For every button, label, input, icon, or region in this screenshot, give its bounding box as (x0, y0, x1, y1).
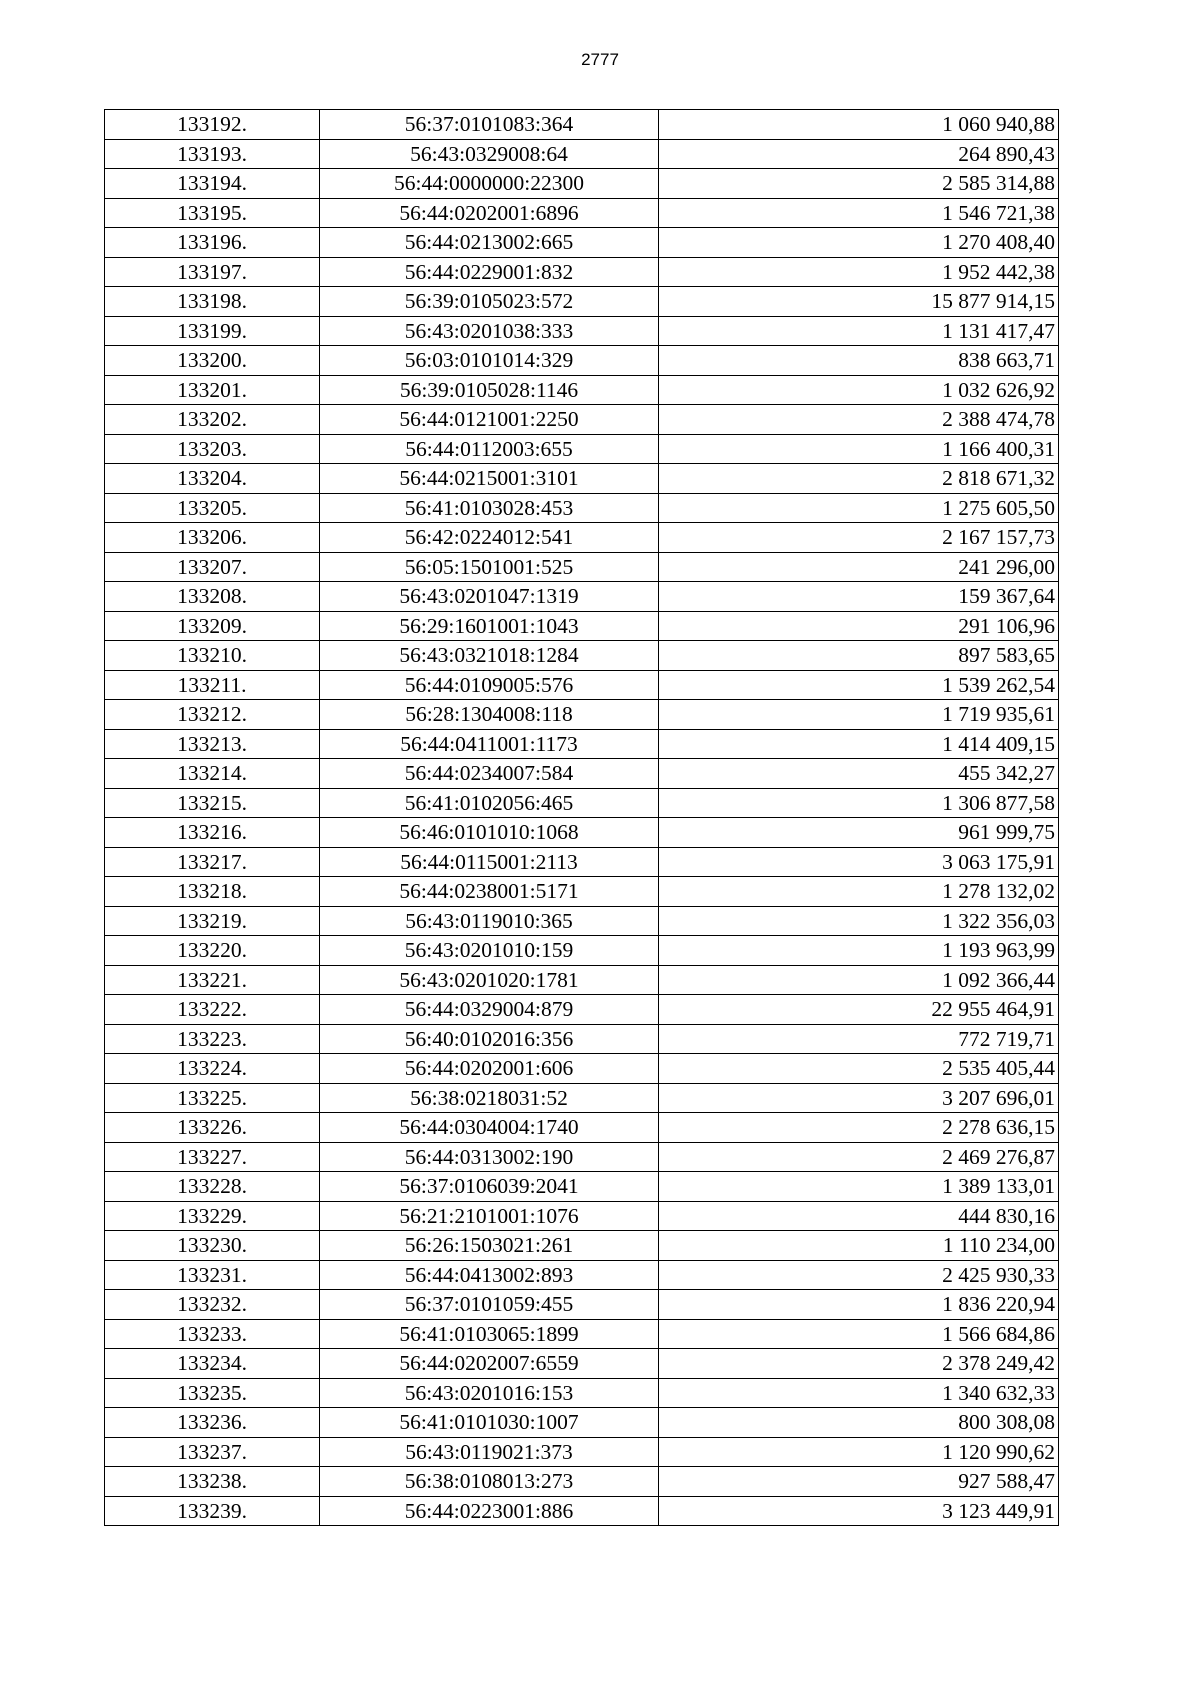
cadastral-value-cell: 1 131 417,47 (659, 316, 1059, 346)
cadastral-number-cell: 56:28:1304008:118 (320, 700, 659, 730)
table-row (105, 1319, 1059, 1349)
cadastral-number-cell: 56:44:0202007:6559 (320, 1349, 659, 1379)
table-row (105, 1378, 1059, 1408)
cadastral-value-cell: 2 535 405,44 (659, 1054, 1059, 1084)
cadastral-value-cell: 2 425 930,33 (659, 1260, 1059, 1290)
cadastral-value-cell: 1 952 442,38 (659, 257, 1059, 287)
cadastral-number-cell: 56:37:0101083:364 (320, 110, 659, 140)
cadastral-number-cell: 56:44:0304004:1740 (320, 1113, 659, 1143)
cadastral-number-cell: 56:41:0103028:453 (320, 493, 659, 523)
table-row (105, 1142, 1059, 1172)
table-row (105, 759, 1059, 789)
table-row (105, 257, 1059, 287)
cadastral-number-cell: 56:44:0238001:5171 (320, 877, 659, 907)
row-number-cell: 133224. (105, 1054, 320, 1084)
cadastral-number-cell: 56:46:0101010:1068 (320, 818, 659, 848)
row-number-cell: 133223. (105, 1024, 320, 1054)
table-row (105, 965, 1059, 995)
page-number: 2777 (581, 50, 619, 69)
table-row (105, 493, 1059, 523)
cadastral-value-cell: 2 278 636,15 (659, 1113, 1059, 1143)
row-number-cell: 133206. (105, 523, 320, 553)
table-row (105, 198, 1059, 228)
row-number-cell: 133231. (105, 1260, 320, 1290)
row-number-cell: 133216. (105, 818, 320, 848)
cadastral-number-cell: 56:42:0224012:541 (320, 523, 659, 553)
table-row (105, 670, 1059, 700)
cadastral-number-cell: 56:44:0329004:879 (320, 995, 659, 1025)
cadastral-value-cell: 2 378 249,42 (659, 1349, 1059, 1379)
cadastral-number-cell: 56:43:0321018:1284 (320, 641, 659, 671)
table-row (105, 139, 1059, 169)
cadastral-value-cell: 1 278 132,02 (659, 877, 1059, 907)
table-row (105, 1290, 1059, 1320)
table-row (105, 641, 1059, 671)
cadastral-number-cell: 56:43:0201020:1781 (320, 965, 659, 995)
cadastral-number-cell: 56:43:0119010:365 (320, 906, 659, 936)
table-row (105, 375, 1059, 405)
cadastral-value-cell: 1 322 356,03 (659, 906, 1059, 936)
cadastral-value-cell: 1 166 400,31 (659, 434, 1059, 464)
row-number-cell: 133217. (105, 847, 320, 877)
table-row (105, 877, 1059, 907)
table-row (105, 582, 1059, 612)
row-number-cell: 133199. (105, 316, 320, 346)
cadastral-value-cell: 1 110 234,00 (659, 1231, 1059, 1261)
row-number-cell: 133236. (105, 1408, 320, 1438)
table-row (105, 611, 1059, 641)
table-row (105, 700, 1059, 730)
cadastral-number-cell: 56:03:0101014:329 (320, 346, 659, 376)
row-number-cell: 133239. (105, 1496, 320, 1526)
row-number-cell: 133202. (105, 405, 320, 435)
row-number-cell: 133215. (105, 788, 320, 818)
table-row (105, 110, 1059, 140)
row-number-cell: 133214. (105, 759, 320, 789)
cadastral-number-cell: 56:21:2101001:1076 (320, 1201, 659, 1231)
cadastral-number-cell: 56:41:0103065:1899 (320, 1319, 659, 1349)
cadastral-number-cell: 56:44:0213002:665 (320, 228, 659, 258)
row-number-cell: 133213. (105, 729, 320, 759)
row-number-cell: 133211. (105, 670, 320, 700)
row-number-cell: 133232. (105, 1290, 320, 1320)
cadastral-value-cell: 2 167 157,73 (659, 523, 1059, 553)
table-row (105, 1408, 1059, 1438)
cadastral-value-cell: 2 585 314,88 (659, 169, 1059, 199)
row-number-cell: 133238. (105, 1467, 320, 1497)
cadastral-number-cell: 56:41:0102056:465 (320, 788, 659, 818)
cadastral-value-cell: 1 566 684,86 (659, 1319, 1059, 1349)
table-row (105, 1349, 1059, 1379)
row-number-cell: 133237. (105, 1437, 320, 1467)
cadastral-number-cell: 56:44:0223001:886 (320, 1496, 659, 1526)
cadastral-value-cell: 1 120 990,62 (659, 1437, 1059, 1467)
table-row (105, 906, 1059, 936)
row-number-cell: 133203. (105, 434, 320, 464)
cadastral-number-cell: 56:43:0119021:373 (320, 1437, 659, 1467)
table-row (105, 1496, 1059, 1526)
cadastral-number-cell: 56:40:0102016:356 (320, 1024, 659, 1054)
cadastral-value-cell: 1 539 262,54 (659, 670, 1059, 700)
cadastral-value-cell: 15 877 914,15 (659, 287, 1059, 317)
cadastral-number-cell: 56:43:0201038:333 (320, 316, 659, 346)
cadastral-value-cell: 291 106,96 (659, 611, 1059, 641)
cadastral-value-cell: 264 890,43 (659, 139, 1059, 169)
cadastral-value-cell: 1 389 133,01 (659, 1172, 1059, 1202)
cadastral-value-cell: 1 032 626,92 (659, 375, 1059, 405)
table-row (105, 936, 1059, 966)
cadastral-value-cell: 241 296,00 (659, 552, 1059, 582)
cadastral-number-cell: 56:29:1601001:1043 (320, 611, 659, 641)
cadastral-number-cell: 56:26:1503021:261 (320, 1231, 659, 1261)
cadastral-number-cell: 56:44:0202001:606 (320, 1054, 659, 1084)
cadastral-value-cell: 1 836 220,94 (659, 1290, 1059, 1320)
cadastral-number-cell: 56:39:0105023:572 (320, 287, 659, 317)
table-row (105, 316, 1059, 346)
cadastral-value-cell: 1 414 409,15 (659, 729, 1059, 759)
registry-table (104, 109, 1059, 1526)
table-row (105, 1467, 1059, 1497)
row-number-cell: 133229. (105, 1201, 320, 1231)
cadastral-value-cell: 455 342,27 (659, 759, 1059, 789)
cadastral-number-cell: 56:38:0108013:273 (320, 1467, 659, 1497)
cadastral-number-cell: 56:44:0234007:584 (320, 759, 659, 789)
row-number-cell: 133207. (105, 552, 320, 582)
cadastral-number-cell: 56:44:0112003:655 (320, 434, 659, 464)
cadastral-value-cell: 22 955 464,91 (659, 995, 1059, 1025)
cadastral-value-cell: 772 719,71 (659, 1024, 1059, 1054)
row-number-cell: 133212. (105, 700, 320, 730)
cadastral-value-cell: 897 583,65 (659, 641, 1059, 671)
table-row (105, 405, 1059, 435)
row-number-cell: 133225. (105, 1083, 320, 1113)
row-number-cell: 133196. (105, 228, 320, 258)
cadastral-number-cell: 56:44:0229001:832 (320, 257, 659, 287)
row-number-cell: 133208. (105, 582, 320, 612)
row-number-cell: 133234. (105, 1349, 320, 1379)
table-row (105, 287, 1059, 317)
cadastral-number-cell: 56:38:0218031:52 (320, 1083, 659, 1113)
table-row (105, 1172, 1059, 1202)
cadastral-value-cell: 1 060 940,88 (659, 110, 1059, 140)
row-number-cell: 133192. (105, 110, 320, 140)
cadastral-number-cell: 56:44:0411001:1173 (320, 729, 659, 759)
cadastral-value-cell: 800 308,08 (659, 1408, 1059, 1438)
table-row (105, 1024, 1059, 1054)
cadastral-value-cell: 2 818 671,32 (659, 464, 1059, 494)
cadastral-value-cell: 444 830,16 (659, 1201, 1059, 1231)
cadastral-value-cell: 1 193 963,99 (659, 936, 1059, 966)
cadastral-number-cell: 56:44:0000000:22300 (320, 169, 659, 199)
cadastral-value-cell: 2 388 474,78 (659, 405, 1059, 435)
row-number-cell: 133230. (105, 1231, 320, 1261)
row-number-cell: 133204. (105, 464, 320, 494)
table-row (105, 788, 1059, 818)
cadastral-number-cell: 56:43:0201010:159 (320, 936, 659, 966)
table-row (105, 818, 1059, 848)
row-number-cell: 133194. (105, 169, 320, 199)
table-row (105, 1054, 1059, 1084)
cadastral-value-cell: 1 270 408,40 (659, 228, 1059, 258)
cadastral-value-cell: 1 546 721,38 (659, 198, 1059, 228)
row-number-cell: 133221. (105, 965, 320, 995)
row-number-cell: 133222. (105, 995, 320, 1025)
cadastral-value-cell: 3 207 696,01 (659, 1083, 1059, 1113)
table-row (105, 464, 1059, 494)
table-row (105, 847, 1059, 877)
row-number-cell: 133209. (105, 611, 320, 641)
cadastral-value-cell: 838 663,71 (659, 346, 1059, 376)
table-row (105, 1201, 1059, 1231)
row-number-cell: 133205. (105, 493, 320, 523)
cadastral-value-cell: 927 588,47 (659, 1467, 1059, 1497)
table-row (105, 995, 1059, 1025)
row-number-cell: 133235. (105, 1378, 320, 1408)
cadastral-value-cell: 1 719 935,61 (659, 700, 1059, 730)
cadastral-number-cell: 56:43:0329008:64 (320, 139, 659, 169)
cadastral-number-cell: 56:37:0101059:455 (320, 1290, 659, 1320)
table-row (105, 346, 1059, 376)
cadastral-value-cell: 1 275 605,50 (659, 493, 1059, 523)
cadastral-number-cell: 56:05:1501001:525 (320, 552, 659, 582)
cadastral-value-cell: 1 092 366,44 (659, 965, 1059, 995)
row-number-cell: 133228. (105, 1172, 320, 1202)
table-row (105, 552, 1059, 582)
cadastral-number-cell: 56:39:0105028:1146 (320, 375, 659, 405)
row-number-cell: 133219. (105, 906, 320, 936)
registry-table-body (105, 110, 1059, 1526)
cadastral-number-cell: 56:44:0215001:3101 (320, 464, 659, 494)
table-row (105, 729, 1059, 759)
table-row (105, 228, 1059, 258)
cadastral-value-cell: 1 306 877,58 (659, 788, 1059, 818)
table-row (105, 523, 1059, 553)
cadastral-number-cell: 56:41:0101030:1007 (320, 1408, 659, 1438)
row-number-cell: 133195. (105, 198, 320, 228)
table-row (105, 169, 1059, 199)
table-row (105, 1113, 1059, 1143)
cadastral-number-cell: 56:44:0121001:2250 (320, 405, 659, 435)
row-number-cell: 133197. (105, 257, 320, 287)
row-number-cell: 133233. (105, 1319, 320, 1349)
row-number-cell: 133198. (105, 287, 320, 317)
table-row (105, 434, 1059, 464)
row-number-cell: 133200. (105, 346, 320, 376)
cadastral-number-cell: 56:44:0413002:893 (320, 1260, 659, 1290)
row-number-cell: 133193. (105, 139, 320, 169)
cadastral-value-cell: 1 340 632,33 (659, 1378, 1059, 1408)
cadastral-number-cell: 56:44:0115001:2113 (320, 847, 659, 877)
cadastral-number-cell: 56:44:0313002:190 (320, 1142, 659, 1172)
cadastral-number-cell: 56:37:0106039:2041 (320, 1172, 659, 1202)
table-row (105, 1231, 1059, 1261)
table-row (105, 1437, 1059, 1467)
row-number-cell: 133220. (105, 936, 320, 966)
cadastral-value-cell: 3 123 449,91 (659, 1496, 1059, 1526)
row-number-cell: 133210. (105, 641, 320, 671)
table-row (105, 1260, 1059, 1290)
cadastral-number-cell: 56:44:0109005:576 (320, 670, 659, 700)
row-number-cell: 133201. (105, 375, 320, 405)
cadastral-value-cell: 159 367,64 (659, 582, 1059, 612)
cadastral-value-cell: 961 999,75 (659, 818, 1059, 848)
cadastral-value-cell: 2 469 276,87 (659, 1142, 1059, 1172)
row-number-cell: 133226. (105, 1113, 320, 1143)
row-number-cell: 133227. (105, 1142, 320, 1172)
cadastral-value-cell: 3 063 175,91 (659, 847, 1059, 877)
cadastral-number-cell: 56:44:0202001:6896 (320, 198, 659, 228)
table-row (105, 1083, 1059, 1113)
cadastral-number-cell: 56:43:0201016:153 (320, 1378, 659, 1408)
row-number-cell: 133218. (105, 877, 320, 907)
cadastral-number-cell: 56:43:0201047:1319 (320, 582, 659, 612)
